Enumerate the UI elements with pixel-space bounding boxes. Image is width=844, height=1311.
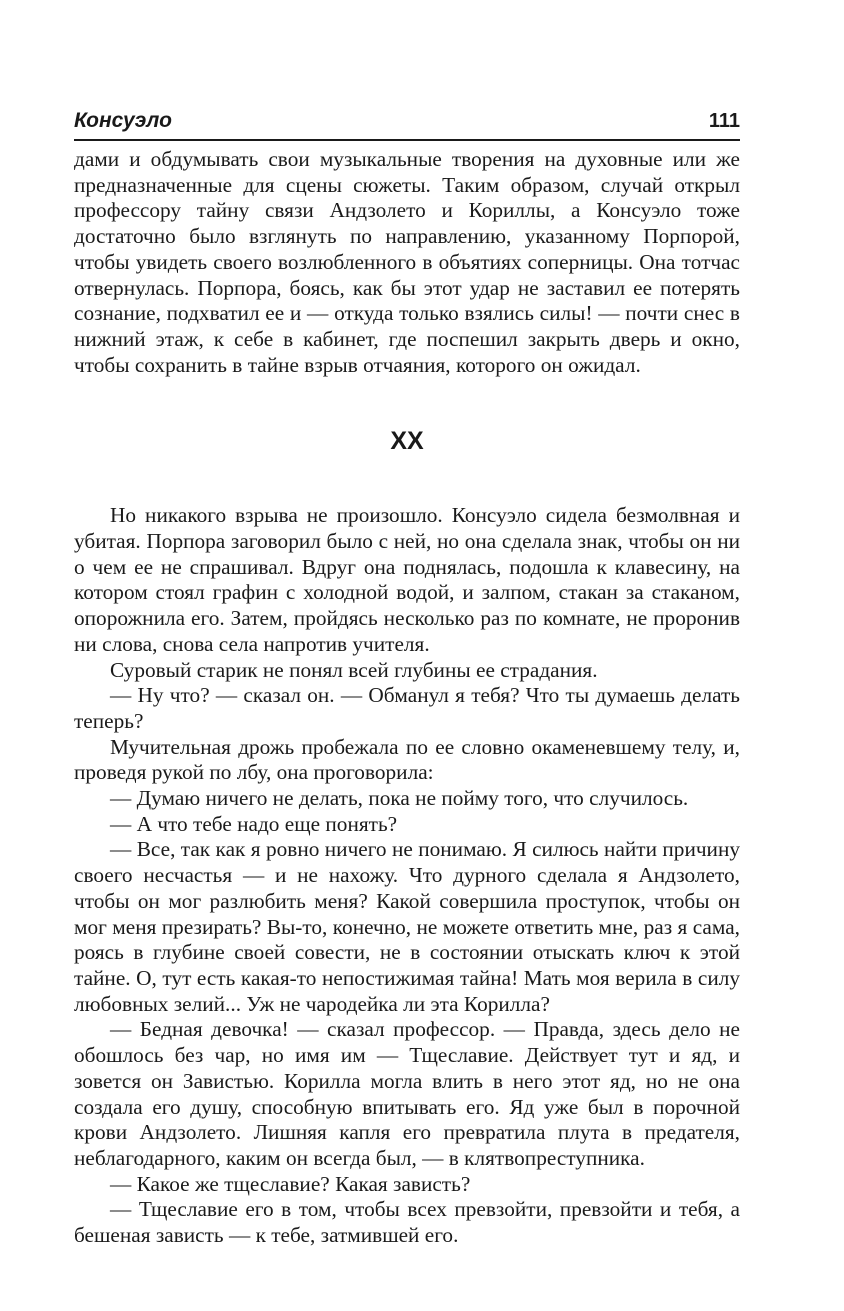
dialogue-line: — Думаю ничего не делать, пока не пойму того, что случилось. <box>110 786 689 811</box>
running-title: Консуэло <box>74 109 172 132</box>
dialogue-line: — Ну что? — сказал он. — Обманул я тебя? Что ты думаешь делать теперь? <box>74 683 740 733</box>
page-header <box>74 106 740 136</box>
header-rule <box>74 139 740 141</box>
dialogue-line: — Какое же тщеславие? Какая зависть? <box>110 1171 471 1196</box>
page-number: 111 <box>708 110 740 132</box>
dialogue-line: — А что тебе надо еще понять? <box>110 811 398 836</box>
page-body <box>74 147 740 1249</box>
paragraph: Суровый старик не понял всей глубины ее страдания. <box>110 657 598 682</box>
dialogue-line: — Все, так как я ровно ничего не понимаю. Я силюсь найти причину своего несчастья — и не нахожу. Что дурного сделала я Андзолето, чтобы он мог разлюбить меня? Какой совершила проступок, чтобы он мог меня презирать? Вы-то, конечно, не можете ответить мне, раз я сама, роясь в глубине своей совести, не в состоянии отыскать ключ к этой тайне. О, тут есть какая-то непостижимая тайна! Мать моя верила в силу любовных зелий... Уж не чародейка ли эта Корилла? <box>74 837 740 1016</box>
dialogue-line: — Тщеславие его в том, чтобы всех превзойти, превзойти и тебя, а бешеная зависть — к тебе, затмившей его. <box>74 1197 740 1248</box>
paragraph: Но никакого взрыва не произошло. Консуэло сидела безмолвная и убитая. Порпора заговорил было с ней, но она сделала знак, чтобы он ни о чем ее не спрашивал. Вдруг она поднялась, подошла к клавесину, на котором стоял графин с холодной водой, и залпом, стакан за стаканом, опорожнила его. Затем, пройдясь несколько раз по комнате, не проронив ни слова, снова села напротив учителя. <box>74 503 740 656</box>
chapter-heading: XX <box>390 427 424 456</box>
paragraph: Мучительная дрожь пробежала по ее словно окаменевшему телу, и, проведя рукой по лбу, она проговорила: <box>74 734 740 785</box>
paragraph: дами и обдумывать свои музыкальные творения на духовные или же предназначенные для сцены сюжеты. Таким образом, случай открыл профессору тайну связи Андзолето и Кориллы, а Консуэло тоже достаточно было взглянуть по направлению, указанному Порпорой, чтобы увидеть своего возлюбленного в объятиях соперницы. Она тотчас отвернулась. Порпора, боясь, как бы этот удар не заставил ее потерять сознание, подхватил ее и — откуда только взялись силы! — почти снес в нижний этаж, к себе в кабинет, где поспешил закрыть дверь и окно, чтобы сохранить в тайне взрыв отчаяния, которого он ожидал. <box>74 147 740 377</box>
dialogue-line: — Бедная девочка! — сказал профессор. — Правда, здесь дело не обошлось без чар, но имя им — Тщеславие. Действует тут и яд, и зовется он Завистью. Корилла могла влить в него этот яд, но не она создала его душу, способную впитывать его. Яд уже был в порочной крови Андзолето. Лишняя капля его превратила плута в предателя, неблагодарного, каким он всегда был, — в клятвопреступника. <box>74 1017 740 1170</box>
